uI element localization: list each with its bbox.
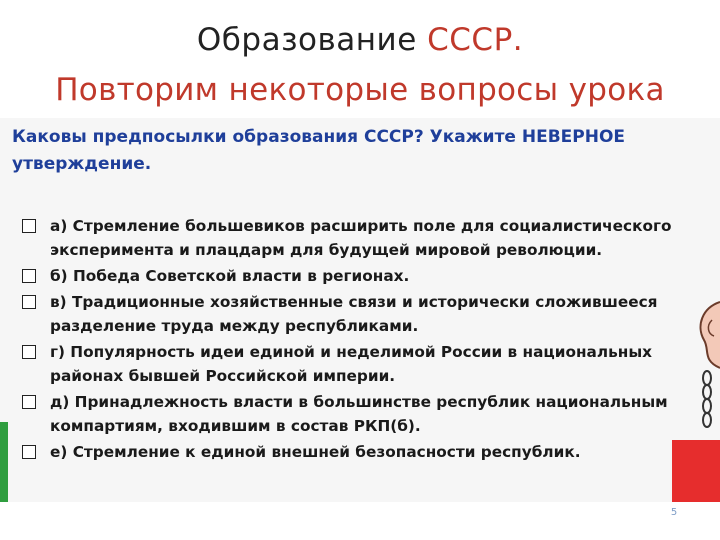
quiz-option-c[interactable] xyxy=(22,290,702,338)
checkbox-icon[interactable] xyxy=(22,219,36,233)
checkbox-icon[interactable] xyxy=(22,295,36,309)
quiz-option-label: в) Традиционные хозяйственные связи и исторически сложившееся разделение труда между республиками. xyxy=(50,293,658,335)
checkbox-icon[interactable] xyxy=(22,269,36,283)
chain-icon xyxy=(701,370,713,436)
red-weight-block xyxy=(672,440,720,502)
quiz-option-label: е) Стремление к единой внешней безопасности республик. xyxy=(50,443,581,461)
checkbox-icon[interactable] xyxy=(22,345,36,359)
green-side-bar xyxy=(0,422,8,502)
slide-title xyxy=(0,22,720,58)
quiz-option-label: а) Стремление большевиков расширить поле для социалистического эксперимента и плацдарм для будущей мировой революции. xyxy=(50,217,672,259)
slide-subtitle: Повторим некоторые вопросы урока xyxy=(55,72,665,108)
quiz-option-label: г) Популярность идеи единой и неделимой России в национальных районах бывшей Российской империи. xyxy=(50,343,653,385)
slide-title-part2: СССР. xyxy=(427,22,524,58)
checkbox-icon[interactable] xyxy=(22,395,36,409)
quiz-option-e[interactable] xyxy=(22,390,702,438)
quiz-question: Каковы предпосылки образования СССР? Укажите НЕВЕРНОЕ утверждение. xyxy=(12,127,626,174)
quiz-option-d[interactable] xyxy=(22,340,702,388)
quiz-option-b[interactable] xyxy=(22,264,702,288)
quiz-option-f[interactable] xyxy=(22,440,702,464)
slide-title-part1: Образование xyxy=(196,22,417,58)
page-number: 5 xyxy=(670,507,678,518)
quiz-option-label: б) Победа Советской власти в регионах. xyxy=(50,267,410,285)
quiz-options xyxy=(22,214,702,466)
quiz-option-a[interactable] xyxy=(22,214,702,262)
quiz-option-label: д) Принадлежность власти в большинстве республик национальным компартиям, входившим в состав РКП(б). xyxy=(50,393,668,435)
cartoon-figure-icon xyxy=(690,300,720,370)
quiz-panel xyxy=(0,118,720,502)
checkbox-icon[interactable] xyxy=(22,445,36,459)
